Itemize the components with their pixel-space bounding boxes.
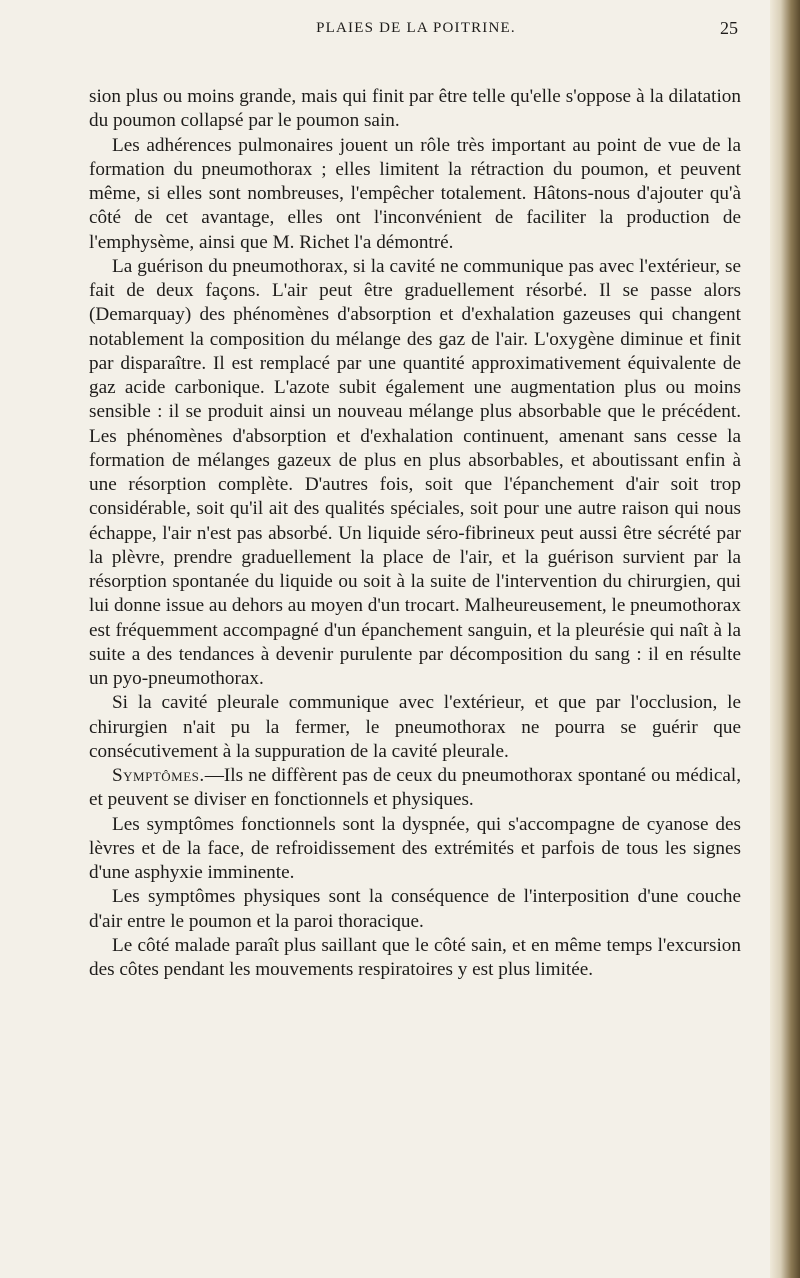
paragraph-4: Si la cavité pleurale communique avec l'extérieur, et que par l'occlusion, le chirurgien n'ait pu la fermer, le pneumothorax ne pourra se guérir que consécutivement à la suppuration de la cavité pleurale.	[89, 692, 741, 762]
paragraph-1: sion plus ou moins grande, mais qui finit par être telle qu'elle s'oppose à la dilatation du poumon collapsé par le poumon sain.	[89, 86, 741, 132]
body-text	[89, 85, 741, 982]
page-header	[94, 14, 738, 44]
section-heading: Symptômes.	[112, 765, 205, 786]
paragraph-8: Le côté malade paraît plus saillant que le côté sain, et en même temps l'excursion des côtes pendant les mouvements respiratoires y est plus limitée.	[89, 934, 741, 980]
paragraph-5	[89, 764, 741, 813]
paragraph-2: Les adhérences pulmonaires jouent un rôle très important au point de vue de la formation du pneumothorax ; elles limitent la rétraction du poumon, et peuvent même, si elles sont nombreuses, l'empêcher totalement. Hâtons-nous d'ajouter qu'à côté de cet avantage, elles ont l'inconvénient de faciliter la production de l'emphysème, ainsi que M. Richet l'a démontré.	[89, 134, 741, 253]
page-edge-shadow	[770, 0, 800, 1278]
running-title: PLAIES DE LA POITRINE.	[316, 20, 516, 36]
paragraph-6: Les symptômes fonctionnels sont la dyspnée, qui s'accompagne de cyanose des lèvres et de la face, de refroidissement des extrémités et parfois de tous les signes d'une asphyxie imminente.	[89, 813, 741, 883]
paragraph-3: La guérison du pneumothorax, si la cavité ne communique pas avec l'extérieur, se fait de deux façons. L'air peut être graduellement résorbé. Il se passe alors (Demarquay) des phénomènes d'absorption et d'exhalation gazeuses qui changent notablement la composition du mélange des gaz de l'air. L'oxygène diminue et finit par disparaître. Il est remplacé par une quantité approximativement équivalente de gaz acide carbonique. L'azote subit également une augmentation plus ou moins sensible : il se produit ainsi un nouveau mélange plus absorbable que le précédent. Les phénomènes d'absorption et d'exhalation continuent, amenant sans cesse la formation de mélanges gazeux de plus en plus absorbables, et aboutissant enfin à une résorption complète. D'autres fois, soit que l'épanchement d'air soit trop considérable, soit qu'il ait des qualités spéciales, soit pour une autre raison qui nous échappe, l'air n'est pas absorbé. Un liquide séro-fibrineux peut aussi être sécrété par la plèvre, prendre graduellement la place de l'air, et la guérison survient par la résorption spontanée du liquide ou soit à la suite de l'intervention du chirurgien, qui lui donne issue au dehors au moyen d'un trocart. Malheureusement, le pneumothorax est fréquemment accompagné d'un épanchement sanguin, et la pleurésie qui naît à la suite a des tendances à devenir purulente par décomposition du sang : il en résulte un pyo-pneumothorax.	[89, 255, 741, 689]
paragraph-5-text: —Ils ne diffèrent pas de ceux du pneumothorax spontané ou médical, et peuvent se diviser en fonctionnels et physiques.	[89, 765, 741, 811]
paragraph-7: Les symptômes physiques sont la conséquence de l'interposition d'une couche d'air entre le poumon et la paroi thoracique.	[89, 886, 741, 932]
page-number: 25	[720, 18, 738, 38]
